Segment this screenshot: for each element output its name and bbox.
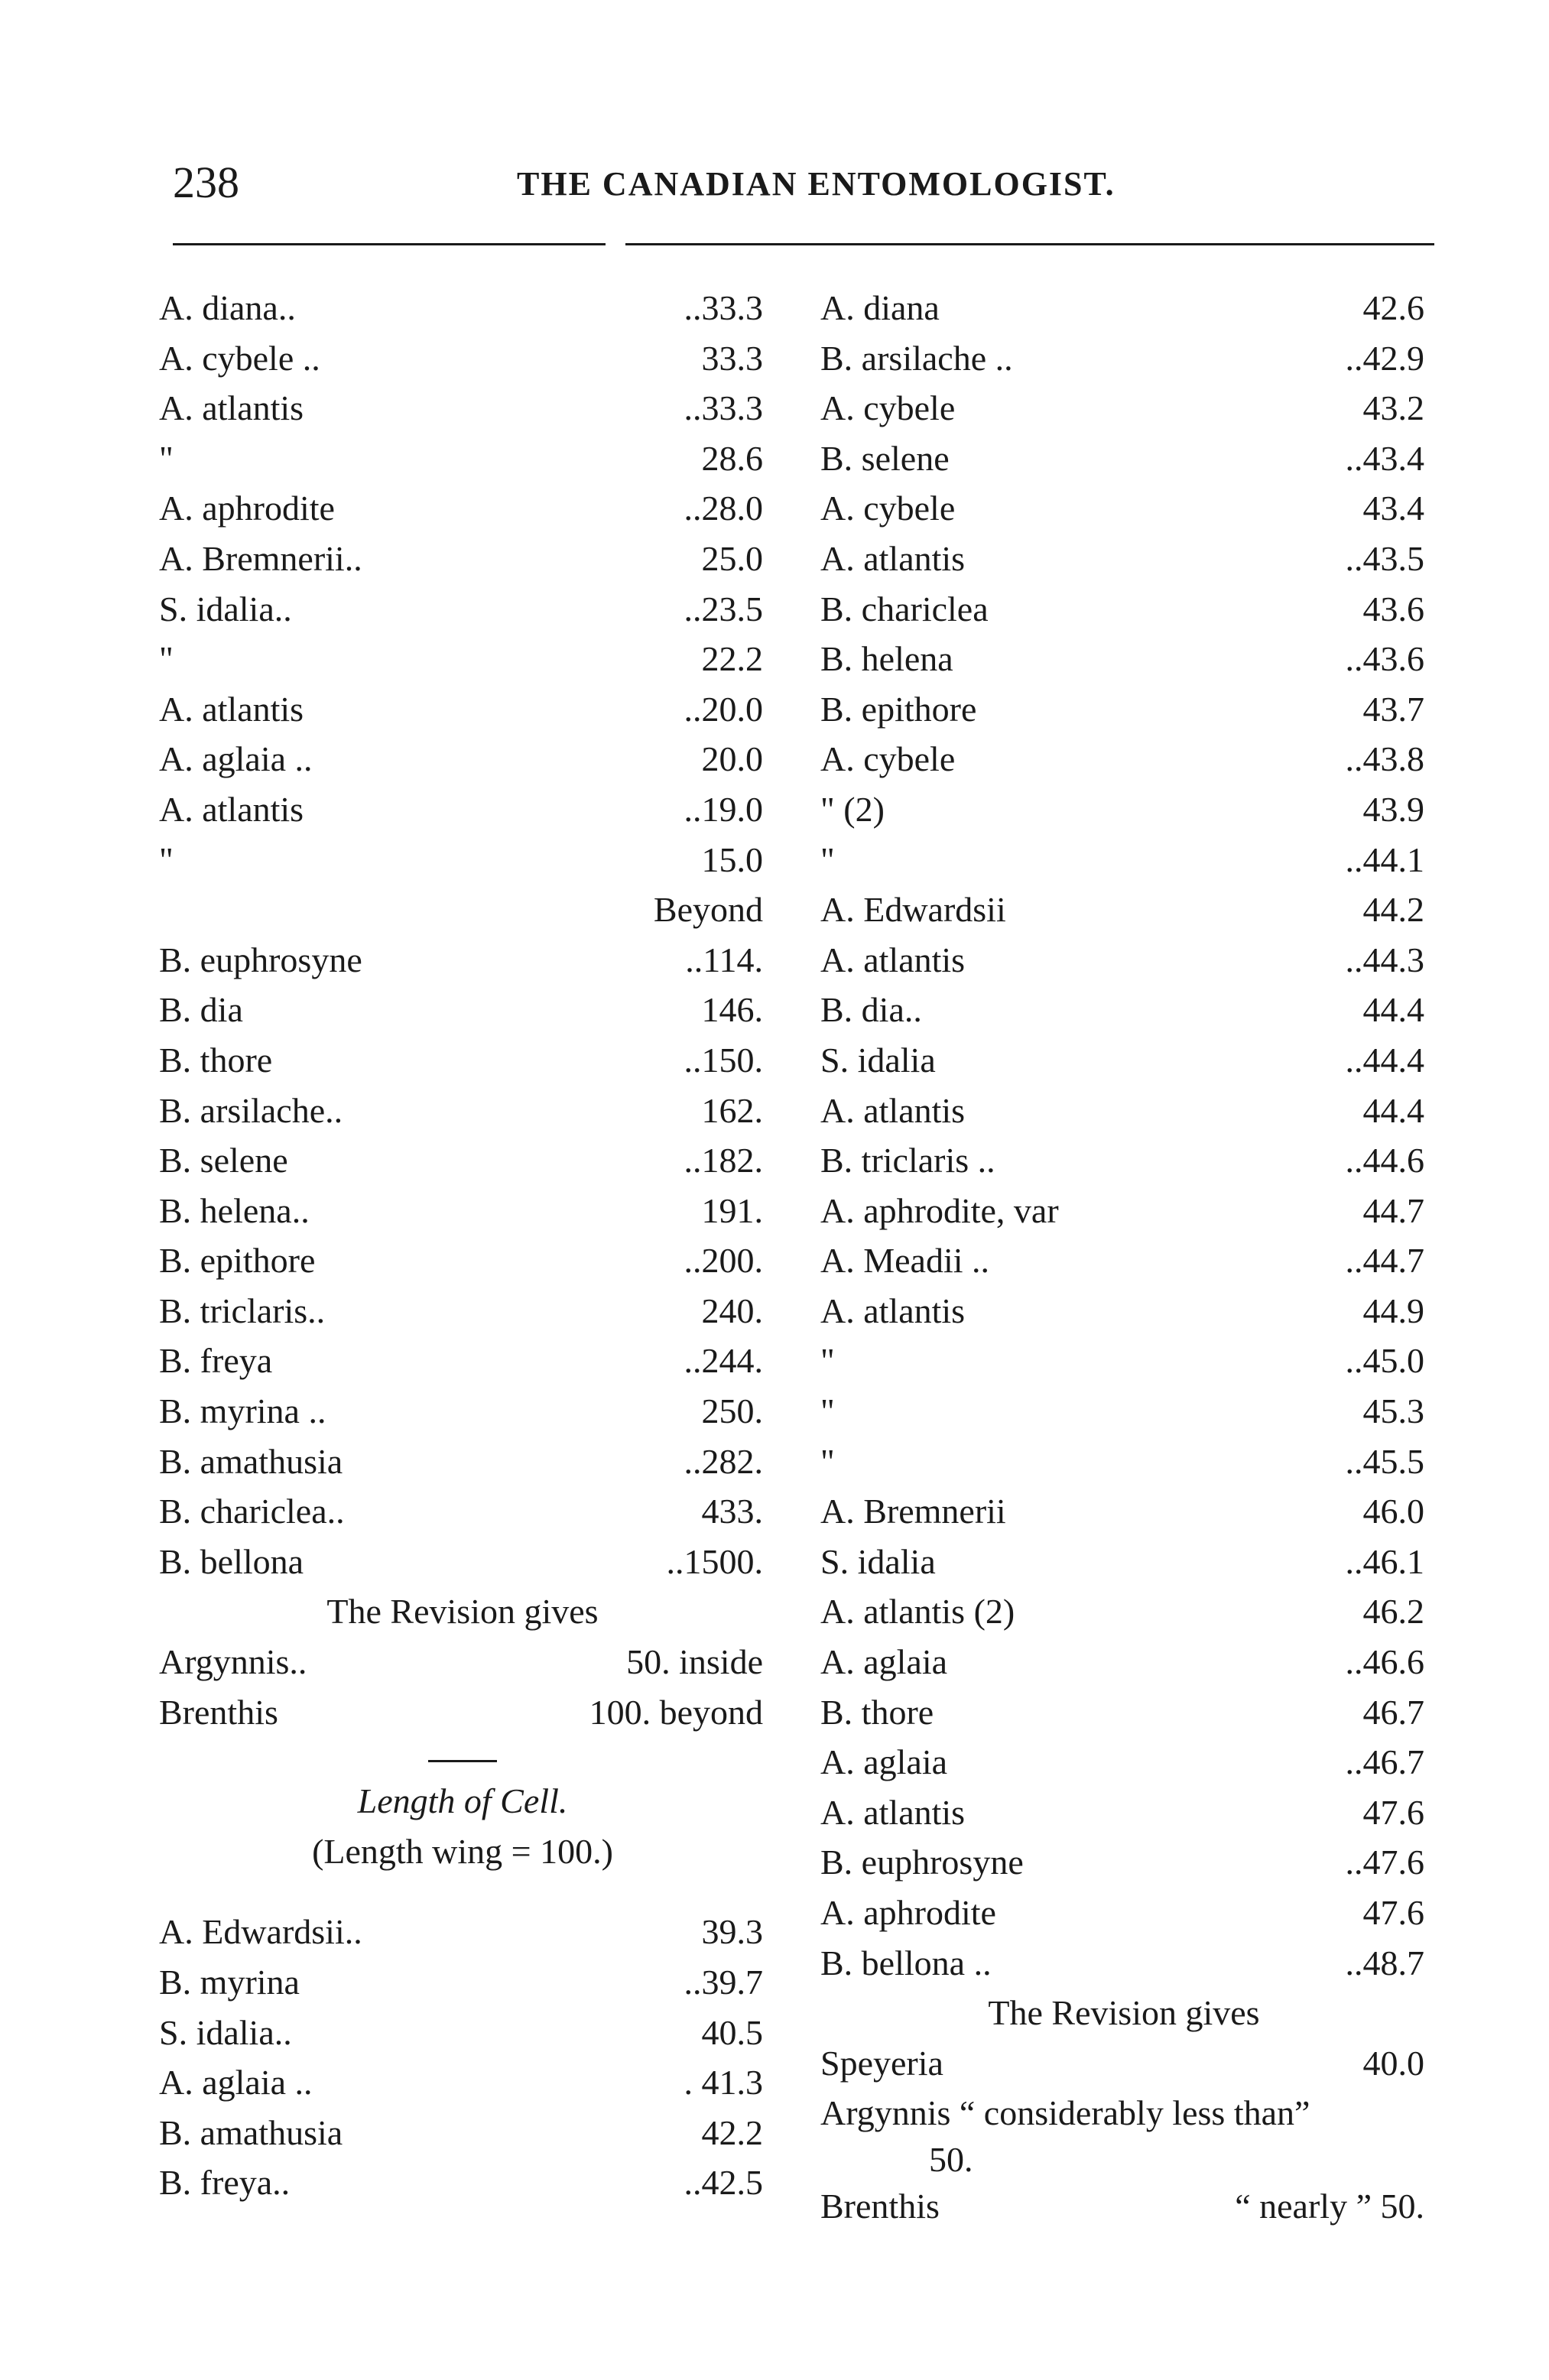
row-value: ..33.3 xyxy=(684,388,763,428)
row-value: 47.6 xyxy=(1362,1792,1424,1832)
row-value: ..1500. xyxy=(666,1541,763,1581)
row-name: A. atlantis xyxy=(820,1792,966,1832)
row-value: 25.0 xyxy=(701,538,763,578)
row-name: A. Bremnerii xyxy=(820,1492,1006,1531)
row-name: B. selene xyxy=(820,438,950,478)
table-row xyxy=(153,333,772,384)
row-value: ..114. xyxy=(685,940,763,979)
row-value: 43.4 xyxy=(1362,489,1424,528)
row-name: B. epithore xyxy=(820,689,977,729)
row-name: " xyxy=(820,839,835,879)
row-value: ..28.0 xyxy=(684,489,763,528)
brenthis-row xyxy=(814,2181,1434,2232)
table-row xyxy=(153,2158,772,2208)
table-row xyxy=(814,1537,1434,1587)
row-name: Brenthis xyxy=(820,2186,940,2226)
row-value: ..48.7 xyxy=(1345,1943,1424,1982)
row-name: B. dia xyxy=(159,990,243,1030)
row-value: 43.9 xyxy=(1362,789,1424,829)
table-row xyxy=(814,1336,1434,1386)
table-row xyxy=(814,2088,1434,2138)
row-name: S. idalia xyxy=(820,1040,936,1080)
table-row xyxy=(153,935,772,985)
row-name: A. atlantis xyxy=(820,1291,966,1330)
table-row xyxy=(153,483,772,534)
table-row xyxy=(153,534,772,584)
row-name: A. diana.. xyxy=(159,288,296,327)
table-row xyxy=(814,433,1434,484)
row-name: S. idalia.. xyxy=(159,589,292,628)
row-value: ..42.9 xyxy=(1345,338,1424,378)
row-name: B. amathusia xyxy=(159,1441,343,1481)
row-value: 45.3 xyxy=(1362,1391,1424,1431)
row-value: 46.7 xyxy=(1362,1692,1424,1732)
row-value: ..42.5 xyxy=(684,2163,763,2203)
right-column xyxy=(814,283,1434,2232)
row-name: " xyxy=(159,639,174,679)
row-name: A. atlantis xyxy=(820,940,966,979)
row-name: " xyxy=(820,1441,835,1481)
table-row xyxy=(153,1186,772,1236)
row-name: B. bellona xyxy=(159,1541,304,1581)
row-name: B. chariclea.. xyxy=(159,1492,345,1531)
row-value: ..45.5 xyxy=(1345,1441,1424,1481)
row-value: ..46.7 xyxy=(1345,1742,1424,1782)
row-value: 43.6 xyxy=(1362,589,1424,628)
table-row xyxy=(814,1888,1434,1938)
row-name: B. arsilache .. xyxy=(820,338,1013,378)
row-name: A. aphrodite xyxy=(820,1893,996,1932)
argynnis-value: 50. xyxy=(929,2139,973,2179)
table-row xyxy=(814,483,1434,534)
table-row xyxy=(153,1086,772,1136)
row-value: 46.2 xyxy=(1362,1592,1424,1632)
row-name: A. atlantis xyxy=(159,789,304,829)
row-name: B. arsilache.. xyxy=(159,1090,343,1130)
row-value: 44.9 xyxy=(1362,1291,1424,1330)
section-divider xyxy=(428,1760,497,1762)
row-value: ..43.5 xyxy=(1345,538,1424,578)
row-value: ..244. xyxy=(684,1341,763,1381)
row-name: A. cybele xyxy=(820,489,956,528)
table-row xyxy=(814,935,1434,985)
table-row xyxy=(153,1336,772,1386)
left-column xyxy=(153,283,772,2208)
row-value: 240. xyxy=(701,1291,763,1330)
table-row xyxy=(153,1907,772,1957)
table-row xyxy=(814,1035,1434,1086)
table-row xyxy=(153,1687,772,1738)
table-row xyxy=(814,1437,1434,1487)
table-row xyxy=(153,383,772,433)
row-value: ..46.1 xyxy=(1345,1541,1424,1581)
table-row xyxy=(153,433,772,484)
row-value: 162. xyxy=(701,1090,763,1130)
row-name: A. diana xyxy=(820,288,940,327)
row-name: B. triclaris.. xyxy=(159,1291,326,1330)
row-name: A. aglaia .. xyxy=(159,2063,313,2102)
row-value: 43.2 xyxy=(1362,388,1424,428)
table-row xyxy=(814,1286,1434,1336)
right-revision-table xyxy=(814,2038,1434,2138)
row-name: B. selene xyxy=(159,1141,288,1180)
row-name: B. dia.. xyxy=(820,990,922,1030)
row-value: 40.5 xyxy=(701,2012,763,2052)
row-name: B. helena.. xyxy=(159,1190,310,1230)
table-row xyxy=(814,283,1434,333)
row-value: 33.3 xyxy=(701,338,763,378)
right-revision-heading: The Revision gives xyxy=(988,1993,1260,2033)
row-value: 250. xyxy=(701,1391,763,1431)
row-value: ..39.7 xyxy=(684,1963,763,2002)
row-name: A. Edwardsii xyxy=(820,890,1006,930)
row-value: 39.3 xyxy=(701,1912,763,1952)
section-subtitle: (Length wing = 100.) xyxy=(312,1831,613,1871)
table-row xyxy=(814,1787,1434,1838)
row-value: Beyond xyxy=(653,890,763,930)
row-value: 146. xyxy=(701,990,763,1030)
row-name: A. Meadii .. xyxy=(820,1241,990,1281)
row-value: 44.4 xyxy=(1362,990,1424,1030)
section-title: Length of Cell. xyxy=(357,1781,568,1821)
row-value: ..44.4 xyxy=(1345,1040,1424,1080)
running-title: THE CANADIAN ENTOMOLOGIST. xyxy=(517,165,1115,203)
left-revision-heading: The Revision gives xyxy=(326,1592,599,1632)
table-row xyxy=(814,1386,1434,1437)
row-name: A. Edwardsii.. xyxy=(159,1912,362,1952)
left-cell-length-table xyxy=(153,1907,772,2208)
row-value: ..44.7 xyxy=(1345,1241,1424,1281)
table-row xyxy=(153,684,772,735)
row-value: 15.0 xyxy=(701,839,763,879)
row-name: A. aglaia .. xyxy=(159,739,313,779)
table-row xyxy=(814,1687,1434,1738)
row-name: Speyeria xyxy=(820,2043,943,2083)
row-name: " xyxy=(820,1341,835,1381)
table-row xyxy=(814,835,1434,885)
left-revision-table xyxy=(153,1637,772,1737)
row-value: ..46.6 xyxy=(1345,1642,1424,1682)
table-row xyxy=(814,1486,1434,1537)
table-row xyxy=(814,1737,1434,1787)
row-name: A. atlantis (2) xyxy=(820,1592,1015,1632)
row-name: A. cybele .. xyxy=(159,338,320,378)
table-row xyxy=(814,383,1434,433)
row-name: B. chariclea xyxy=(820,589,989,628)
row-name: A. atlantis xyxy=(820,538,966,578)
row-name: A. atlantis xyxy=(159,689,304,729)
row-name: B. myrina xyxy=(159,1963,300,2002)
row-value: 44.7 xyxy=(1362,1190,1424,1230)
left-ratio-table xyxy=(153,283,772,1586)
row-name: Argynnis.. xyxy=(159,1642,307,1682)
table-row xyxy=(814,1586,1434,1637)
row-name: B. freya.. xyxy=(159,2163,291,2203)
row-value: 100. beyond xyxy=(589,1692,763,1732)
row-name: B. bellona .. xyxy=(820,1943,992,1982)
row-value: 42.6 xyxy=(1362,288,1424,327)
row-name: B. amathusia xyxy=(159,2112,343,2152)
row-value: ..43.8 xyxy=(1345,739,1424,779)
row-name: B. triclaris .. xyxy=(820,1141,995,1180)
table-row xyxy=(153,784,772,835)
row-value: ..44.1 xyxy=(1345,839,1424,879)
table-row xyxy=(814,584,1434,635)
row-value: ..282. xyxy=(684,1441,763,1481)
table-row xyxy=(814,1837,1434,1888)
table-row xyxy=(153,1235,772,1286)
row-name: A. cybele xyxy=(820,388,956,428)
row-value: ..19.0 xyxy=(684,789,763,829)
table-row xyxy=(814,1637,1434,1687)
row-name: A. Bremnerii.. xyxy=(159,538,362,578)
row-name: " (2) xyxy=(820,789,885,829)
table-row xyxy=(814,634,1434,684)
row-value: ..43.4 xyxy=(1345,438,1424,478)
table-row xyxy=(814,1235,1434,1286)
page-number: 238 xyxy=(173,157,239,207)
table-row xyxy=(814,784,1434,835)
table-row xyxy=(153,283,772,333)
table-row xyxy=(814,734,1434,784)
row-value: ..47.6 xyxy=(1345,1843,1424,1882)
table-row xyxy=(814,684,1434,735)
row-value: 20.0 xyxy=(701,739,763,779)
table-row xyxy=(153,1135,772,1186)
table-row xyxy=(153,734,772,784)
row-value: 191. xyxy=(701,1190,763,1230)
row-value: ..200. xyxy=(684,1241,763,1281)
table-row xyxy=(153,835,772,885)
row-name: B. helena xyxy=(820,639,953,679)
table-row xyxy=(814,885,1434,935)
row-name: A. cybele xyxy=(820,739,956,779)
row-name: Brenthis xyxy=(159,1692,278,1732)
row-value: 22.2 xyxy=(701,639,763,679)
row-value: 42.2 xyxy=(701,2112,763,2152)
table-row xyxy=(153,1386,772,1437)
table-row xyxy=(153,985,772,1035)
table-row xyxy=(153,1035,772,1086)
table-row xyxy=(153,2108,772,2158)
table-row xyxy=(153,634,772,684)
table-row xyxy=(153,885,772,935)
table-row xyxy=(153,1486,772,1537)
table-row xyxy=(814,985,1434,1035)
row-name: Argynnis “ considerably less than” xyxy=(820,2093,1310,2133)
table-row xyxy=(814,1938,1434,1989)
row-name: " xyxy=(820,1391,835,1431)
row-name: A. aphrodite xyxy=(159,489,335,528)
table-row xyxy=(153,1437,772,1487)
table-row xyxy=(153,1537,772,1587)
row-value: . 41.3 xyxy=(684,2063,763,2102)
row-value: ..20.0 xyxy=(684,689,763,729)
row-value: ..150. xyxy=(684,1040,763,1080)
row-value: ..45.0 xyxy=(1345,1341,1424,1381)
row-name: S. idalia.. xyxy=(159,2012,292,2052)
row-value: 44.2 xyxy=(1362,890,1424,930)
row-name: " xyxy=(159,438,174,478)
row-value: 46.0 xyxy=(1362,1492,1424,1531)
row-value: ..44.3 xyxy=(1345,940,1424,979)
row-name: S. idalia xyxy=(820,1541,936,1581)
row-name: A. aglaia xyxy=(820,1742,948,1782)
row-value: 28.6 xyxy=(701,438,763,478)
header-rule-left xyxy=(173,243,606,245)
table-row xyxy=(153,2008,772,2058)
row-name: B. thore xyxy=(159,1040,273,1080)
row-value: ..182. xyxy=(684,1141,763,1180)
table-row xyxy=(153,1637,772,1687)
table-row xyxy=(153,584,772,635)
row-value: ..44.6 xyxy=(1345,1141,1424,1180)
row-value: 47.6 xyxy=(1362,1893,1424,1932)
row-name: A. atlantis xyxy=(820,1090,966,1130)
row-value: 44.4 xyxy=(1362,1090,1424,1130)
row-value: ..23.5 xyxy=(684,589,763,628)
table-row xyxy=(814,333,1434,384)
table-row xyxy=(153,1286,772,1336)
table-row xyxy=(814,1135,1434,1186)
row-name: B. freya xyxy=(159,1341,273,1381)
table-row xyxy=(814,1186,1434,1236)
table-row xyxy=(814,534,1434,584)
header-rule-right xyxy=(625,243,1434,245)
row-value: 50. inside xyxy=(626,1642,763,1682)
row-name: " xyxy=(159,839,174,879)
row-name: A. aphrodite, var xyxy=(820,1190,1059,1230)
table-row xyxy=(153,2057,772,2108)
table-row xyxy=(153,1957,772,2008)
row-name: B. myrina .. xyxy=(159,1391,326,1431)
row-value: 40.0 xyxy=(1362,2043,1424,2083)
row-name: A. atlantis xyxy=(159,388,304,428)
row-value: 433. xyxy=(701,1492,763,1531)
table-row xyxy=(814,1086,1434,1136)
row-value: ..33.3 xyxy=(684,288,763,327)
table-row xyxy=(814,2038,1434,2089)
row-name: A. aglaia xyxy=(820,1642,948,1682)
right-cell-length-table xyxy=(814,283,1434,1988)
row-name: B. euphrosyne xyxy=(820,1843,1024,1882)
row-name: B. epithore xyxy=(159,1241,316,1281)
row-value: ..43.6 xyxy=(1345,639,1424,679)
row-name: B. thore xyxy=(820,1692,934,1732)
row-name: B. euphrosyne xyxy=(159,940,362,979)
row-value: “ nearly ” 50. xyxy=(1235,2186,1424,2226)
row-value: 43.7 xyxy=(1362,689,1424,729)
